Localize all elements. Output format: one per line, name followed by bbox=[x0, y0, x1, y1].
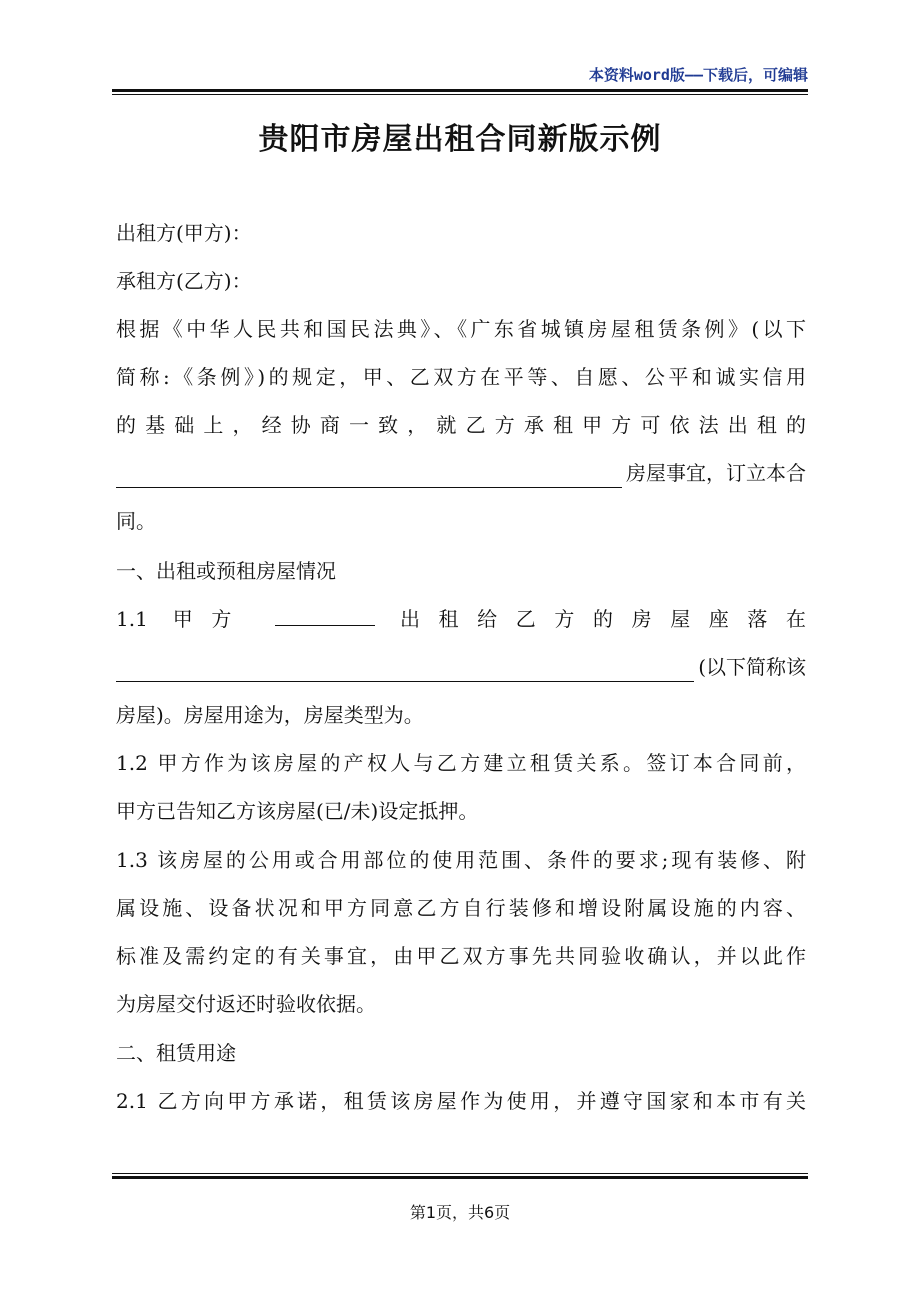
section-1-heading: 一、出租或预租房屋情况 bbox=[116, 559, 336, 583]
clause-1-1-line-2-text: (以下简称该 bbox=[698, 655, 806, 679]
clause-1-1-line-3: 房屋)。房屋用途为，房屋类型为。 bbox=[116, 703, 424, 727]
clause-1-2-line-2: 甲方已告知乙方该房屋(已/未)设定抵押。 bbox=[116, 799, 479, 823]
clause-1-3-line-1: 1.3 该房屋的公用或合用部位的使用范围、条件的要求;现有装修、附 bbox=[116, 848, 806, 872]
footer-rule-thick bbox=[112, 1176, 808, 1179]
intro-line-3: 的基础上，经协商一致，就乙方承租甲方可依法出租的 bbox=[116, 413, 806, 437]
section-2-heading: 二、租赁用途 bbox=[116, 1041, 236, 1065]
lessor-line: 出租方(甲方)： bbox=[116, 221, 252, 245]
clause-1-3-line-2: 属设施、设备状况和甲方同意乙方自行装修和增设附属设施的内容、 bbox=[116, 896, 806, 920]
page-number: 第1页，共6页 bbox=[409, 1203, 511, 1222]
lessor-name-blank bbox=[275, 605, 375, 626]
intro-line-1: 根据《中华人民共和国民法典》、《广东省城镇房屋租赁条例》(以下 bbox=[116, 317, 806, 341]
header-note: 本资料word版——下载后，可编辑 bbox=[588, 66, 808, 84]
clause-1-1-line-2 bbox=[116, 652, 806, 682]
document-title: 贵阳市房屋出租合同新版示例 bbox=[258, 122, 662, 157]
clause-1-3-line-4: 为房屋交付返还时验收依据。 bbox=[116, 992, 376, 1016]
intro-line-4-text: 房屋事宜，订立本合 bbox=[626, 461, 806, 485]
location-blank bbox=[116, 661, 694, 682]
property-blank bbox=[116, 467, 622, 488]
intro-line-2: 简称:《条例》)的规定，甲、乙双方在平等、自愿、公平和诚实信用 bbox=[116, 365, 806, 389]
footer-rule-thin bbox=[112, 1173, 808, 1174]
clause-1-1-line-1 bbox=[116, 604, 806, 634]
header-rule-thin bbox=[112, 94, 808, 95]
clause-1-1-a: 1.1 甲方 bbox=[116, 607, 250, 631]
clause-1-3-line-3: 标准及需约定的有关事宜，由甲乙双方事先共同验收确认，并以此作 bbox=[116, 944, 806, 968]
intro-line-5: 同。 bbox=[116, 509, 156, 533]
lessee-line: 承租方(乙方)： bbox=[116, 269, 252, 293]
clause-1-1-b: 出租给乙方的房屋座落在 bbox=[399, 607, 807, 631]
clause-1-2-line-1: 1.2 甲方作为该房屋的产权人与乙方建立租赁关系。签订本合同前， bbox=[116, 751, 806, 775]
clause-2-1-line-1: 2.1 乙方向甲方承诺，租赁该房屋作为使用，并遵守国家和本市有关 bbox=[116, 1089, 806, 1113]
intro-line-4 bbox=[116, 458, 806, 488]
header-rule-thick bbox=[112, 89, 808, 92]
